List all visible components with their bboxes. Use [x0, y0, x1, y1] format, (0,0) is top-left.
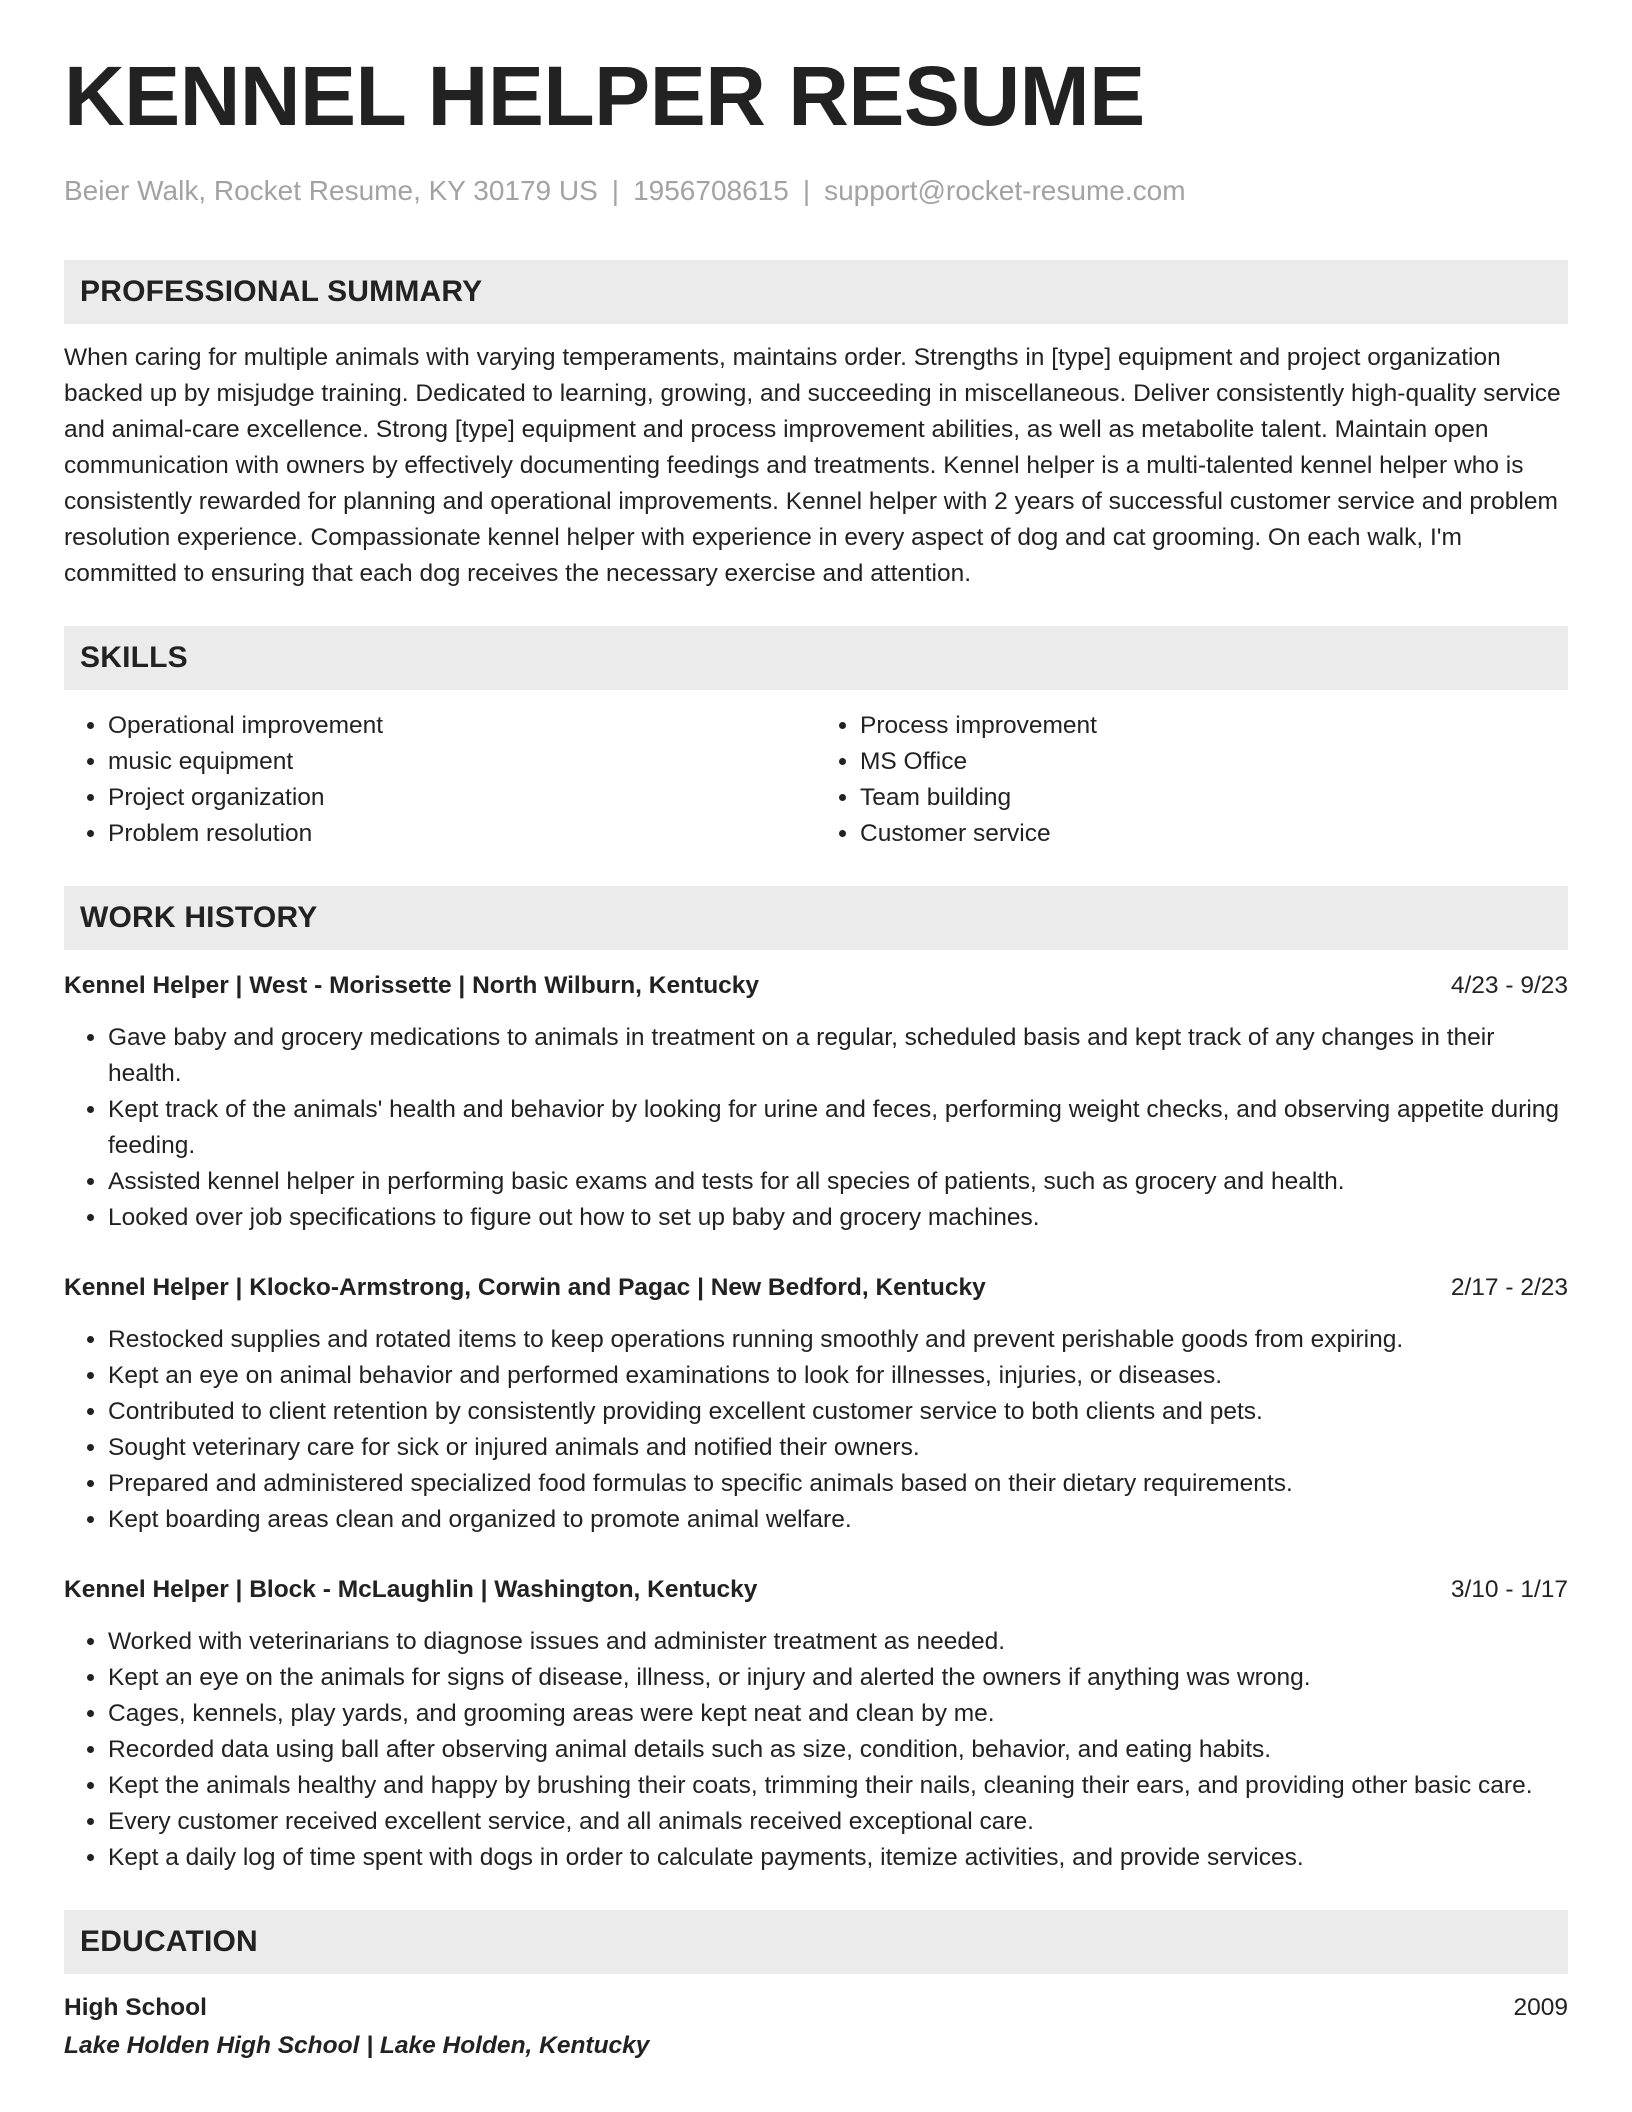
skill-item: • Problem resolution — [108, 816, 816, 852]
job-bullet: • Kept boarding areas clean and organized to promote animal welfare. — [108, 1502, 1568, 1538]
job-bullet: • Kept a daily log of time spent with dogs in order to calculate payments, itemize activities, and provide services. — [108, 1840, 1568, 1876]
job-bullets — [64, 1322, 1568, 1538]
job-entry — [64, 1270, 1568, 1538]
job-title: Kennel Helper | Block - McLaughlin | Washington, Kentucky — [64, 1575, 758, 1603]
education-degree: High School — [64, 1993, 207, 2021]
contact-separator: | — [611, 175, 620, 206]
skills-column-right — [816, 708, 1568, 852]
job-title: Kennel Helper | West - Morissette | North Wilburn, Kentucky — [64, 971, 760, 999]
section-header-education: EDUCATION — [64, 1910, 1568, 1974]
skill-item: • MS Office — [860, 744, 1568, 780]
job-bullet: • Prepared and administered specialized food formulas to specific animals based on their dietary requirements. — [108, 1466, 1568, 1502]
skill-item: • Team building — [860, 780, 1568, 816]
education-entry — [64, 1990, 1568, 2066]
job-header — [64, 968, 1568, 1004]
job-bullet: • Looked over job specifications to figure out how to set up baby and grocery machines. — [108, 1200, 1568, 1236]
job-dates: 3/10 - 1/17 — [1450, 1575, 1568, 1603]
job-bullet: • Every customer received excellent service, and all animals received exceptional care. — [108, 1804, 1568, 1840]
resume-title: KENNEL HELPER RESUME — [64, 49, 1145, 143]
job-bullet: • Cages, kennels, play yards, and grooming areas were kept neat and clean by me. — [108, 1696, 1568, 1732]
job-bullets — [64, 1020, 1568, 1236]
skill-item: • music equipment — [108, 744, 816, 780]
skill-item: • Operational improvement — [108, 708, 816, 744]
skills-column-left — [64, 708, 816, 852]
job-entry — [64, 1572, 1568, 1876]
contact-address: Beier Walk, Rocket Resume, KY 30179 US — [64, 175, 598, 206]
job-bullet: • Restocked supplies and rotated items to keep operations running smoothly and prevent perishable goods from expiring. — [108, 1322, 1568, 1358]
job-header — [64, 1572, 1568, 1608]
job-bullet: • Worked with veterinarians to diagnose issues and administer treatment as needed. — [108, 1624, 1568, 1660]
section-header-skills: SKILLS — [64, 626, 1568, 690]
contact-phone: 1956708615 — [633, 175, 789, 206]
skill-item: • Project organization — [108, 780, 816, 816]
job-bullet: • Kept track of the animals' health and behavior by looking for urine and feces, performing weight checks, and observing appetite during feeding. — [108, 1092, 1568, 1164]
section-header-work: WORK HISTORY — [64, 886, 1568, 950]
job-bullet: • Kept the animals healthy and happy by brushing their coats, trimming their nails, cleaning their ears, and providing other basic care. — [108, 1768, 1568, 1804]
section-header-summary: PROFESSIONAL SUMMARY — [64, 260, 1568, 324]
job-bullet: • Contributed to client retention by consistently providing excellent customer service to both clients and pets. — [108, 1394, 1568, 1430]
skill-item: • Process improvement — [860, 708, 1568, 744]
contact-line — [64, 174, 1568, 208]
job-bullet: • Kept an eye on the animals for signs of disease, illness, or injury and alerted the owners if anything was wrong. — [108, 1660, 1568, 1696]
skills-list — [64, 708, 1568, 852]
job-dates: 2/17 - 2/23 — [1450, 1273, 1568, 1301]
job-dates: 4/23 - 9/23 — [1450, 971, 1568, 999]
education-header — [64, 1990, 1568, 2026]
job-header — [64, 1270, 1568, 1306]
job-bullet: • Gave baby and grocery medications to animals in treatment on a regular, scheduled basis and kept track of any changes in their health. — [108, 1020, 1568, 1092]
job-entry — [64, 968, 1568, 1236]
job-bullet: • Sought veterinary care for sick or injured animals and notified their owners. — [108, 1430, 1568, 1466]
job-title: Kennel Helper | Klocko-Armstrong, Corwin and Pagac | New Bedford, Kentucky — [64, 1273, 986, 1301]
job-bullet: • Assisted kennel helper in performing basic exams and tests for all species of patients, such as grocery and health. — [108, 1164, 1568, 1200]
education-school: Lake Holden High School | Lake Holden, Kentucky — [64, 2031, 650, 2059]
job-bullet: • Kept an eye on animal behavior and performed examinations to look for illnesses, injuries, or diseases. — [108, 1358, 1568, 1394]
summary-text: When caring for multiple animals with varying temperaments, maintains order. Strengths in [type] equipment and project organization backed up by misjudge training. Dedicated to learning, growing, and succeeding in miscellaneous. Deliver consistently high-quality service and animal-care excellence. Strong [type] equipment and process improvement abilities, as well as metabolite talent. Maintain open communication with owners by effectively documenting feedings and treatments. Kennel helper is a multi-talented kennel helper who is consistently rewarded for planning and operational improvements. Kennel helper with 2 years of successful customer service and problem resolution experience. Compassionate kennel helper with experience in every aspect of dog and cat grooming. On each walk, I'm committed to ensuring that each dog receives the necessary exercise and attention. — [64, 343, 1561, 587]
job-bullet: • Recorded data using ball after observing animal details such as size, condition, behavior, and eating habits. — [108, 1732, 1568, 1768]
contact-email: support@rocket-resume.com — [824, 175, 1186, 206]
skill-item: • Customer service — [860, 816, 1568, 852]
job-bullets — [64, 1624, 1568, 1876]
contact-separator: | — [802, 175, 811, 206]
education-year: 2009 — [1513, 1993, 1568, 2021]
